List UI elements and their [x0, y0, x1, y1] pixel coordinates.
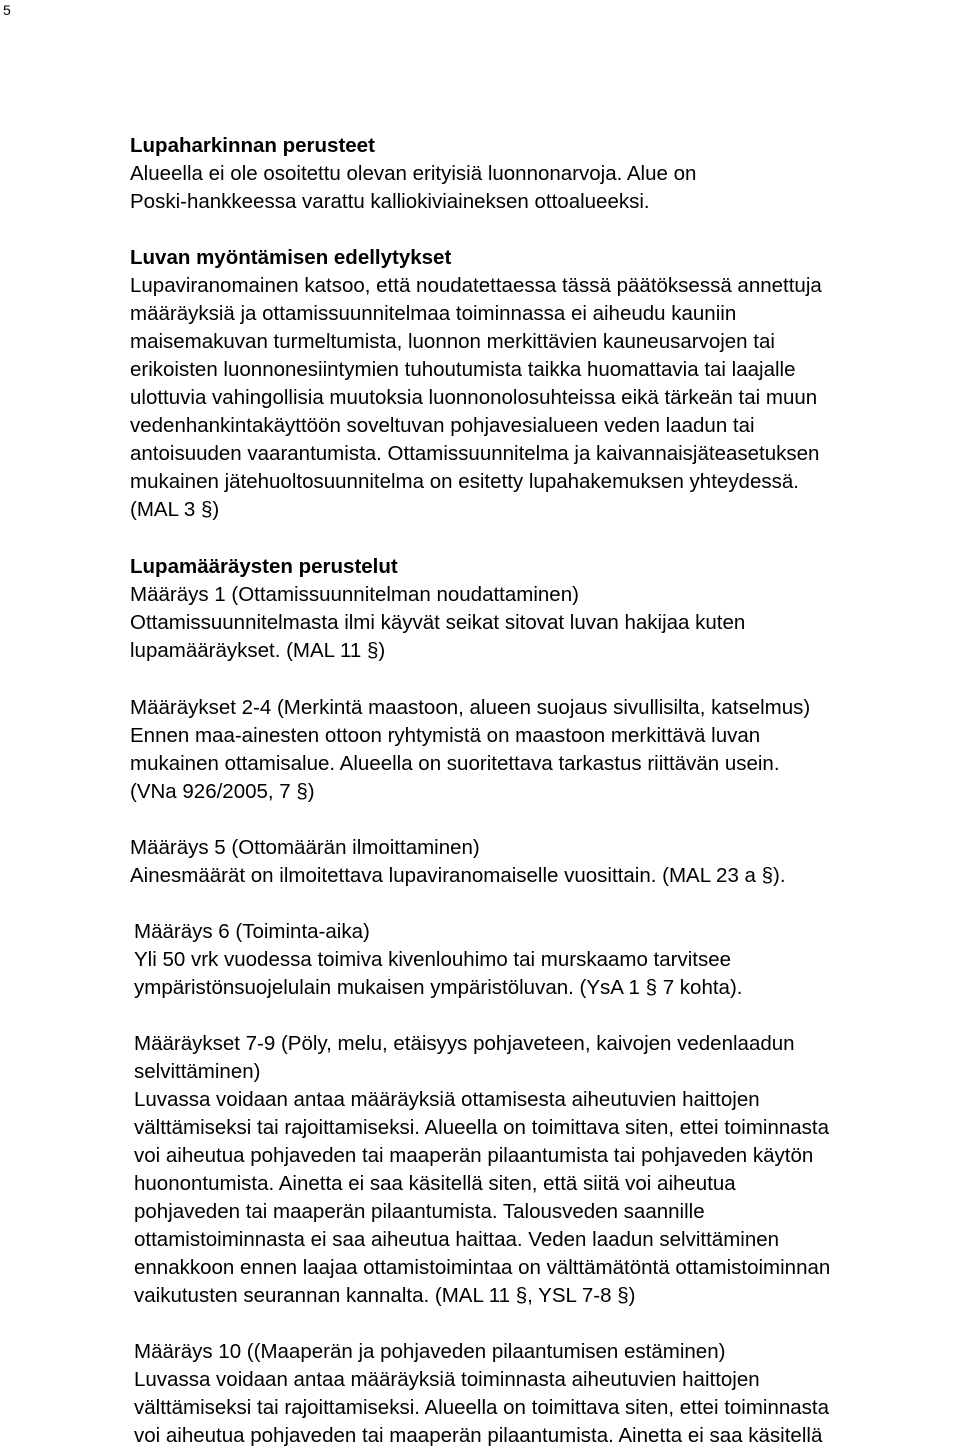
text-line: vaikutusten seurannan kannalta. (MAL 11 §, YSL 7-8 §) — [134, 1284, 636, 1307]
text-line: Määräys 5 (Ottomäärän ilmoittaminen) — [130, 836, 480, 859]
text-line: mukainen ottamisalue. Alueella on suoritettava tarkastus riittävän usein. — [130, 752, 780, 775]
text-line: lupamääräykset. (MAL 11 §) — [130, 639, 386, 662]
text-line: Luvassa voidaan antaa määräyksiä ottamisesta aiheutuvien haittojen — [134, 1088, 760, 1111]
text-line: Ennen maa-ainesten ottoon ryhtymistä on maastoon merkittävä luvan — [130, 724, 761, 747]
text-line: ympäristönsuojelulain mukaisen ympäristöluvan. (YsA 1 § 7 kohta). — [134, 976, 743, 999]
text-line: ottamistoiminnasta ei saa aiheutua haittaa. Veden laadun selvittäminen — [134, 1228, 780, 1251]
section-maaraykset-2-4 — [130, 694, 810, 806]
section-maarays-5 — [130, 834, 786, 890]
text-line: ennakkoon ennen laajaa ottamistoimintaa on välttämätöntä ottamistoiminnan — [134, 1256, 831, 1279]
text-line: Määräys 10 ((Maaperän ja pohjaveden pilaantumisen estäminen) — [134, 1340, 726, 1363]
text-line: Määräys 6 (Toiminta-aika) — [134, 920, 370, 943]
text-line: Lupaviranomainen katsoo, että noudatettaessa tässä päätöksessä annettuja — [130, 274, 822, 297]
text-line: voi aiheutua pohjaveden tai maaperän pilaantumista. Ainetta ei saa käsitellä — [134, 1424, 823, 1447]
text-line: mukainen jätehuoltosuunnitelma on esitetty lupahakemuksen yhteydessä. — [130, 470, 799, 493]
text-line: maisemakuvan turmeltumista, luonnon merkittävien kauneusarvojen tai — [130, 330, 775, 353]
text-line: Alueella ei ole osoitettu olevan erityisiä luonnonarvoja. Alue on — [130, 162, 697, 185]
text-line: (VNa 926/2005, 7 §) — [130, 780, 315, 803]
section-maarays-6 — [134, 918, 742, 1002]
section-heading: Lupaharkinnan perusteet — [130, 134, 375, 157]
text-line: Ainesmäärät on ilmoitettava lupaviranomaiselle vuosittain. (MAL 23 a §). — [130, 864, 786, 887]
text-line: Luvassa voidaan antaa määräyksiä toiminnasta aiheutuvien haittojen — [134, 1368, 760, 1391]
section-luvan-edellytykset — [130, 244, 822, 524]
section-maarays-10 — [134, 1338, 829, 1450]
text-line: Määräykset 7-9 (Pöly, melu, etäisyys pohjaveteen, kaivojen vedenlaadun — [134, 1032, 795, 1055]
section-lupamaaraysten-perustelut — [130, 553, 745, 665]
section-lupaharkinnan-perusteet — [130, 132, 696, 216]
text-line: erikoisten luonnonesiintymien tuhoutumista taikka huomattavia tai laajalle — [130, 358, 796, 381]
text-line: ulottuvia vahingollisia muutoksia luonnonolosuhteissa eikä tärkeän tai muun — [130, 386, 818, 409]
section-heading: Lupamääräysten perustelut — [130, 555, 398, 578]
section-maaraykset-7-9 — [134, 1030, 830, 1310]
text-line: Yli 50 vrk vuodessa toimiva kivenlouhimo tai murskaamo tarvitsee — [134, 948, 732, 971]
text-line: voi aiheutua pohjaveden tai maaperän pilaantumista tai pohjaveden käytön — [134, 1144, 814, 1167]
text-line: välttämiseksi tai rajoittamiseksi. Alueella on toimittava siten, ettei toiminnasta — [134, 1116, 830, 1139]
text-line: Määräys 1 (Ottamissuunnitelman noudattaminen) — [130, 583, 579, 606]
text-line: vedenhankintakäyttöön soveltuvan pohjavesialueen veden laadun tai — [130, 414, 755, 437]
page-number: 5 — [3, 2, 11, 18]
text-line: välttämiseksi tai rajoittamiseksi. Alueella on toimittava siten, ettei toiminnasta — [134, 1396, 830, 1419]
text-line: huonontumista. Ainetta ei saa käsitellä siten, että siitä voi aiheutua — [134, 1172, 736, 1195]
text-line: (MAL 3 §) — [130, 498, 220, 521]
text-line: pohjaveden tai maaperän pilaantumista. Talousveden saannille — [134, 1200, 705, 1223]
text-line: Poski-hankkeessa varattu kalliokiviaineksen ottoalueeksi. — [130, 190, 650, 213]
section-heading: Luvan myöntämisen edellytykset — [130, 246, 452, 269]
text-line: selvittäminen) — [134, 1060, 261, 1083]
text-line: antoisuuden vaarantumista. Ottamissuunnitelma ja kaivannaisjäteasetuksen — [130, 442, 820, 465]
text-line: Määräykset 2-4 (Merkintä maastoon, alueen suojaus sivullisilta, katselmus) — [130, 696, 811, 719]
text-line: Ottamissuunnitelmasta ilmi käyvät seikat sitovat luvan hakijaa kuten — [130, 611, 746, 634]
text-line: määräyksiä ja ottamissuunnitelmaa toiminnassa ei aiheudu kauniin — [130, 302, 737, 325]
